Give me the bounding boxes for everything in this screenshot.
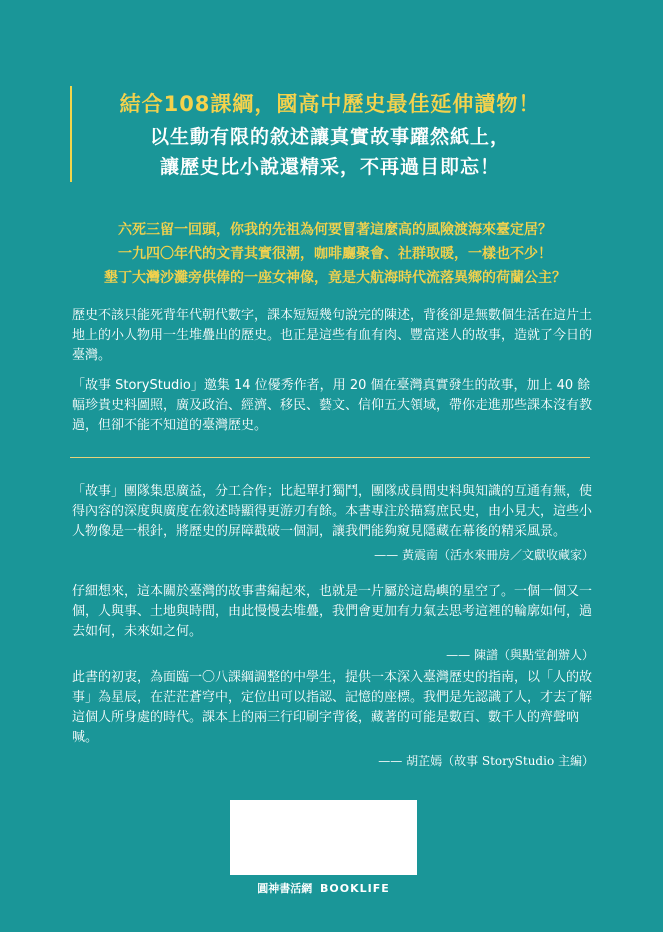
- publisher-name-en: BOOKLIFE: [320, 882, 390, 895]
- headline-line-2: 以生動有限的敘述讓真實故事躍然紙上，: [149, 126, 510, 148]
- headline-block: [70, 84, 590, 184]
- quote-text: 此書的初衷，為面臨一〇八課綱調整的中學生，提供一本深入臺灣歷史的指南，以「人的故事」為星辰，在茫茫蒼穹中，定位出可以指認、記憶的座標。我們是先認識了人，才去了解這個人所身處的時代。課本上的兩三行印刷字背後，藏著的可能是數百、數千人的齊聲吶喊。: [72, 670, 593, 745]
- publisher-logo: [230, 880, 417, 896]
- quote-text: 「故事」團隊集思廣益，分工合作；比起單打獨鬥，團隊成員間史料與知識的互通有無，使得內容的深度與廣度在敘述時顯得更游刃有餘。本書專注於描寫庶民史，由小見大，這些小人物像是一根針，將歷史的屏障戳破一個洞，讓我們能夠窺見隱藏在幕後的精采風景。: [72, 484, 593, 539]
- publisher-name-zh: 圓神書活網: [257, 882, 313, 895]
- headline-line-1: 結合108課綱，國高中歷史最佳延伸讀物！: [119, 92, 541, 116]
- quote-attribution: —— 陳譜（與點堂創辦人）: [446, 648, 594, 662]
- barcode-area: [230, 800, 417, 875]
- hook-questions: [75, 218, 595, 290]
- endorsement-quote-3: [72, 668, 594, 770]
- hook-line-3: 墾丁大灣沙灘旁供俸的一座女神像，竟是大航海時代流落異鄉的荷蘭公主？: [104, 270, 566, 286]
- quote-attribution: —— 黃震南（活水來冊房／文獻收藏家）: [374, 548, 594, 562]
- headline-line-3: 讓歷史比小說還精采，不再過目即忘！: [159, 156, 500, 178]
- hook-line-1: 六死三留一回頭，你我的先祖為何要冒著這麼高的風險渡海來臺定居？: [118, 222, 552, 238]
- endorsement-quote-2: [72, 582, 594, 664]
- quote-attribution: —— 胡芷嫣（故事 StoryStudio 主編）: [378, 754, 594, 768]
- quote-text: 仔細想來，這本關於臺灣的故事書編起來，也就是一片屬於這島嶼的星空了。一個一個又一個，人與事、土地與時間，由此慢慢去堆疊，我們會更加有力氣去思考這裡的輪廓如何，過去如何，未來如之何。: [72, 584, 593, 639]
- hook-line-2: 一九四〇年代的文青其實很潮，咖啡廳聚會、社群取暖，一樣也不少！: [118, 246, 552, 262]
- intro-paragraph-1: 歷史不該只能死背年代朝代數字，課本短短幾句說完的陳述，背後卻是無數個生活在這片土地上的小人物用一生堆疊出的歷史。也正是這些有血有肉、豐富迷人的故事，造就了今日的臺灣。: [72, 308, 593, 363]
- section-divider: [70, 457, 590, 458]
- intro-paragraph-2: 「故事 StoryStudio」邀集 14 位優秀作者，用 20 個在臺灣真實發生的故事，加上 40 餘幅珍貴史料圖照，廣及政治、經濟、移民、藝文、信仰五大領域，帶你走進那些課本沒有教過，但卻不能不知道的臺灣歷史。: [72, 378, 593, 433]
- endorsement-quote-1: [72, 482, 594, 564]
